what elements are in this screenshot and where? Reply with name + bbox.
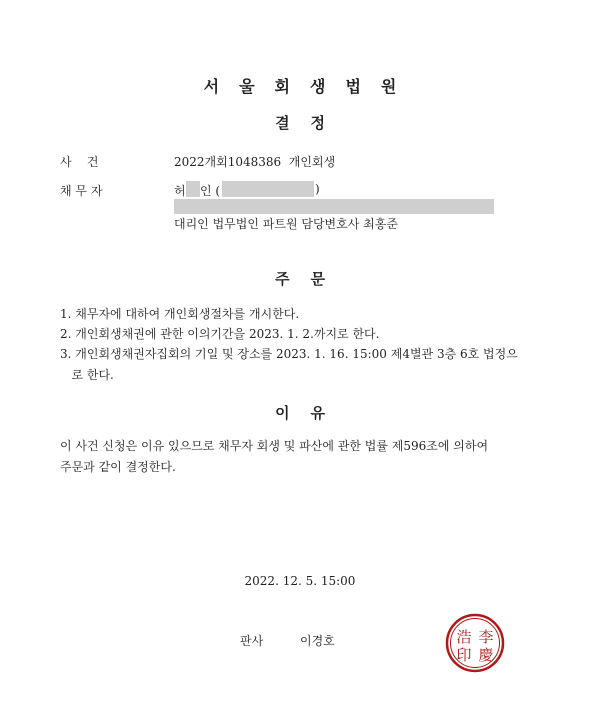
document-type-title: 결 정 bbox=[275, 114, 325, 132]
debtor-agent: 대리인 법무법인 파트원 담당변호사 최홍준 bbox=[174, 217, 398, 231]
debtor-close-paren: ) bbox=[315, 182, 320, 196]
order-item-3-continued: 로 한다. bbox=[60, 368, 114, 382]
seal-char-2: 李 bbox=[478, 628, 494, 646]
seal-char-1: 浩 bbox=[456, 628, 472, 646]
seal-char-4: 慶 bbox=[478, 646, 494, 664]
judge-seal-icon bbox=[444, 612, 506, 674]
order-item-1: 1. 채무자에 대하여 개인회생절차를 개시한다. bbox=[60, 307, 300, 321]
debtor-name-start: 허 bbox=[174, 184, 186, 198]
court-name: 서울회생법원 bbox=[203, 77, 417, 96]
redacted-id-block bbox=[222, 181, 314, 197]
debtor-name-end: 인 ( bbox=[200, 184, 221, 198]
redacted-name-block bbox=[186, 181, 200, 197]
reason-line-1: 이 사건 신청은 이유 있으므로 채무자 회생 및 파산에 관한 법률 제596조에 의하여 bbox=[60, 439, 489, 453]
seal-char-3: 印 bbox=[456, 646, 472, 664]
reason-line-2: 주문과 같이 결정한다. bbox=[60, 460, 176, 474]
judge-name: 이경호 bbox=[300, 634, 335, 648]
decision-date: 2022. 12. 5. 15:00 bbox=[244, 574, 356, 588]
order-item-2: 2. 개인회생채권에 관한 이의기간을 2023. 1. 2.까지로 한다. bbox=[60, 327, 380, 341]
case-value: 2022개회1048386 개인회생 bbox=[174, 155, 336, 169]
order-item-3: 3. 개인회생채권자집회의 기일 및 장소를 2023. 1. 16. 15:00 제4별관 3층 6호 법정으 bbox=[60, 347, 518, 361]
order-title: 주 문 bbox=[275, 270, 325, 288]
reason-title: 이 유 bbox=[275, 404, 325, 422]
judge-title: 판사 bbox=[240, 634, 264, 648]
redacted-address-block bbox=[174, 199, 494, 214]
debtor-label: 채 무 자 bbox=[60, 184, 103, 198]
case-label: 사 건 bbox=[60, 155, 99, 169]
